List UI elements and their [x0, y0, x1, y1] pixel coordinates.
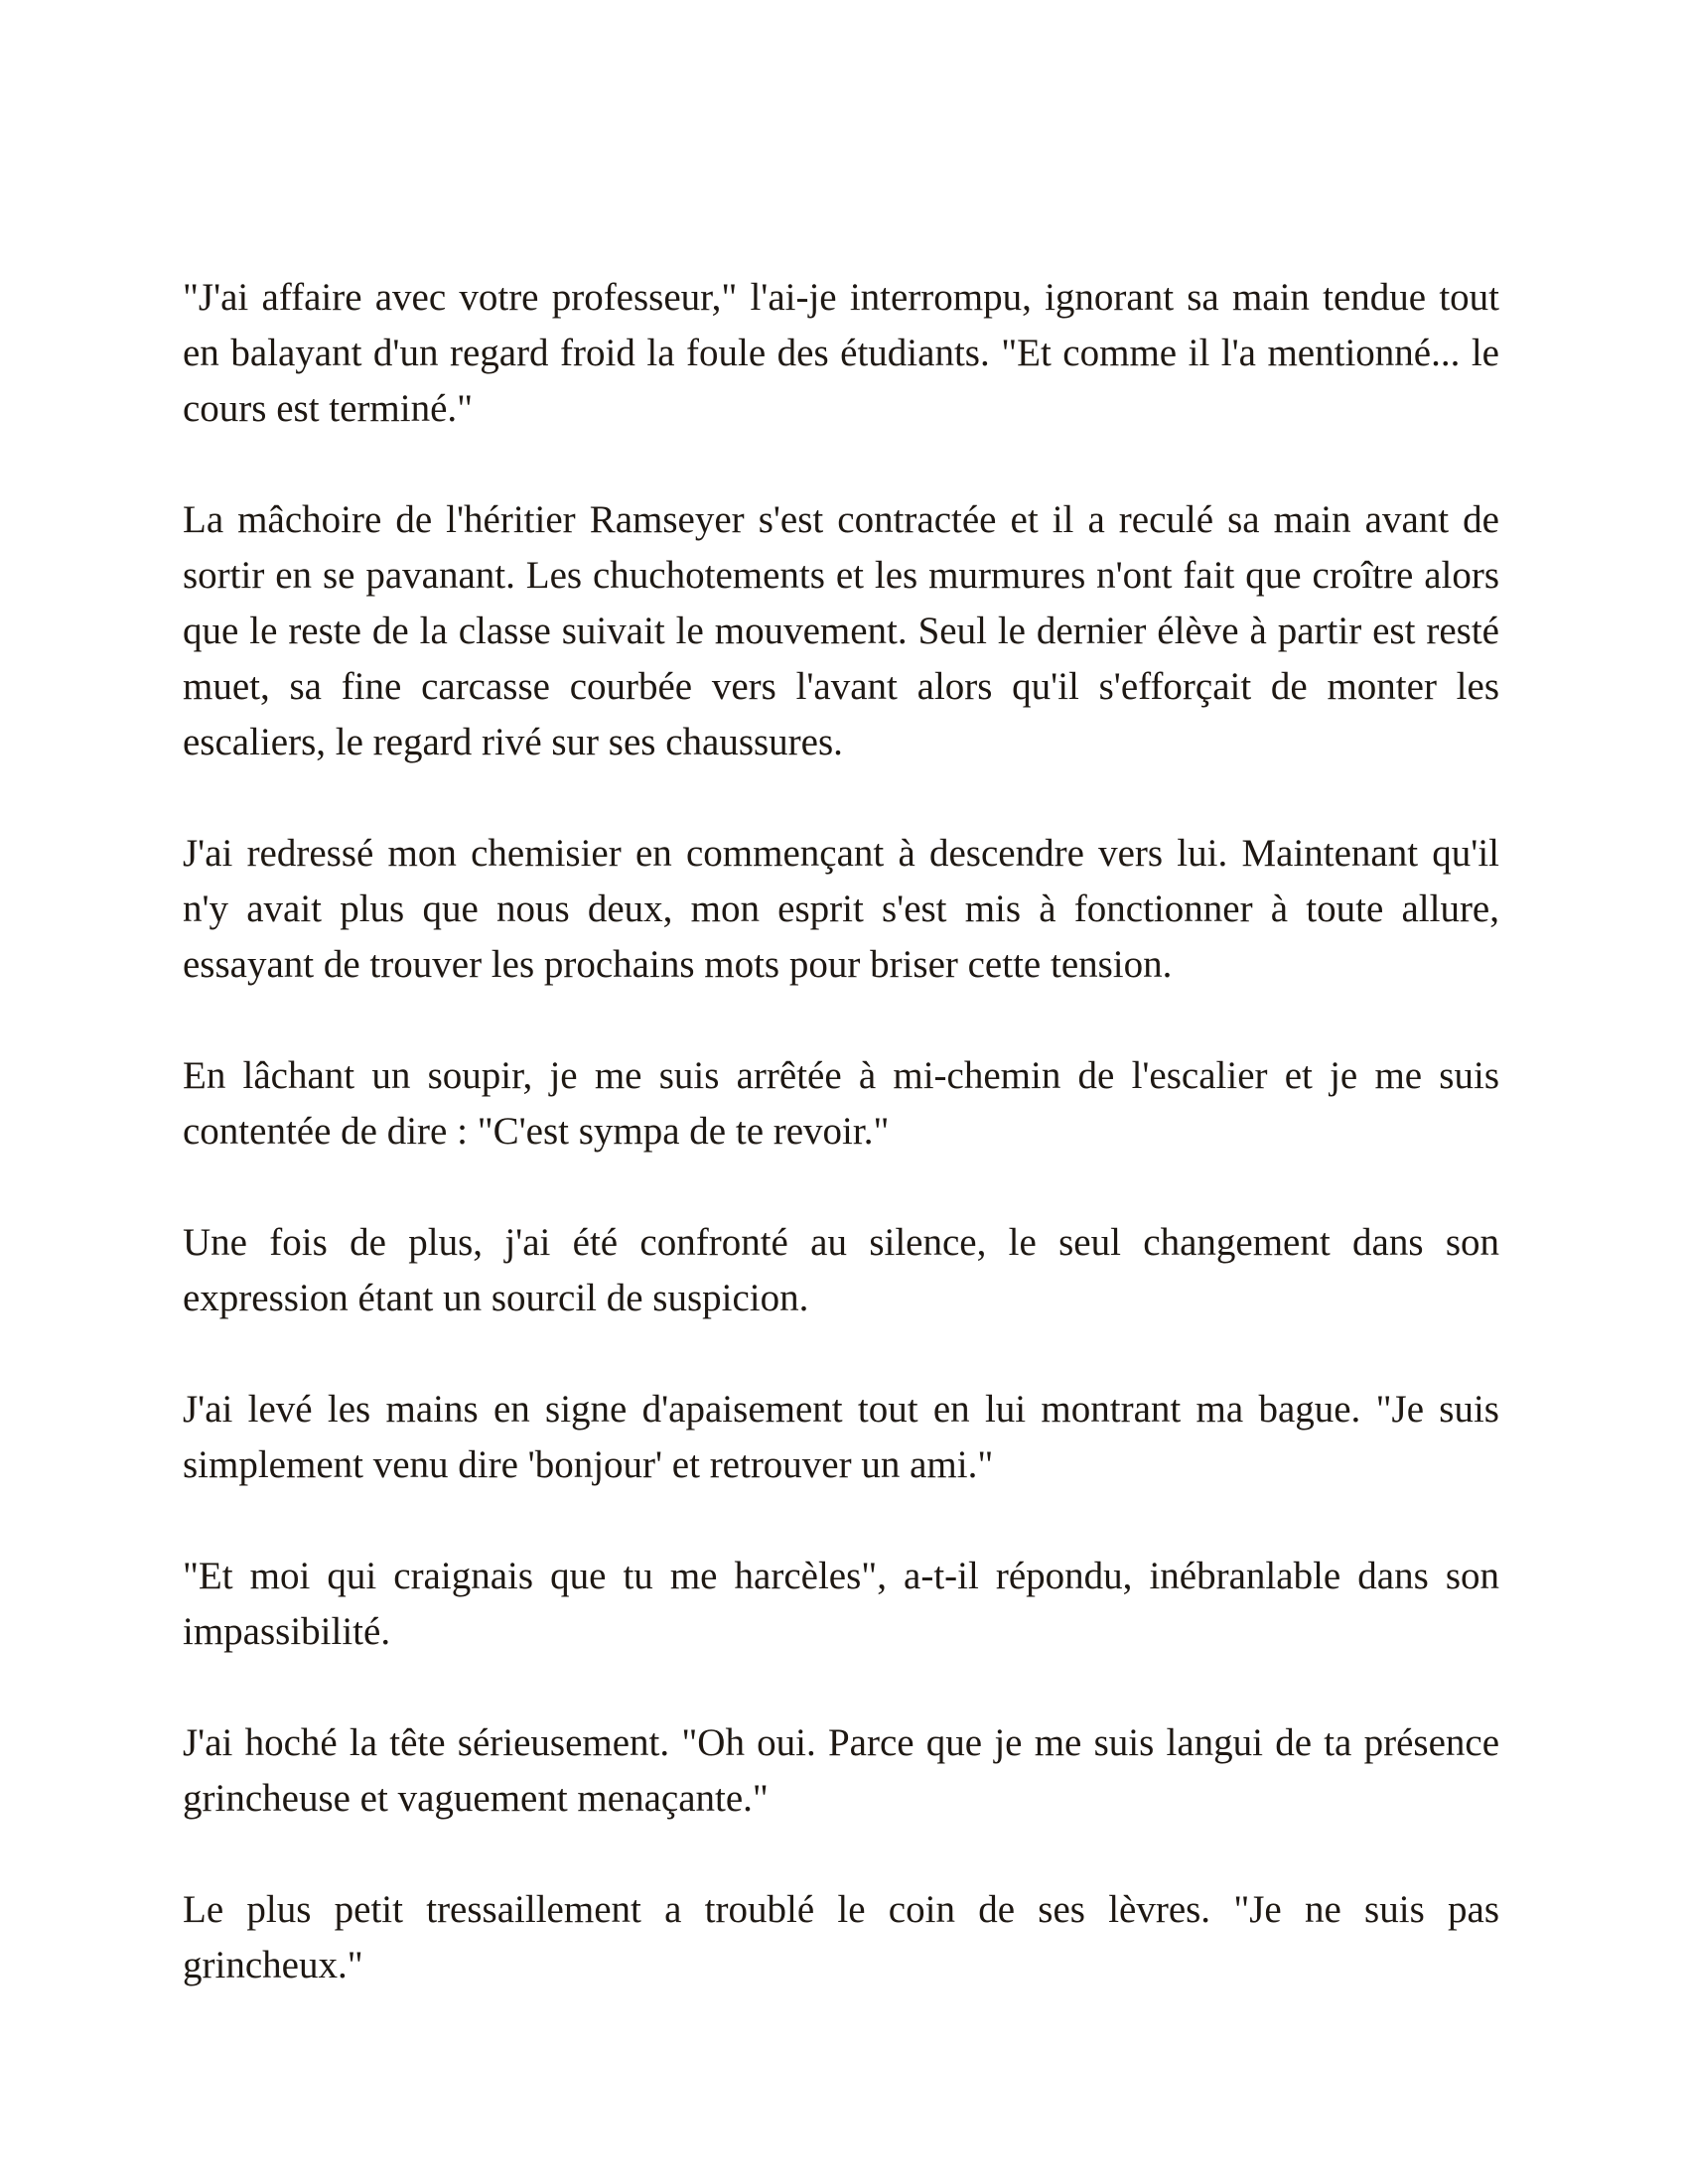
- paragraph-2: La mâchoire de l'héritier Ramseyer s'est contractée et il a reculé sa main avant de sortir en se pavanant. Les chuchotements et les murmures n'ont fait que croître alors que le reste de la classe suivait le mouvement. Seul le dernier élève à partir est resté muet, sa fine carcasse courbée vers l'avant alors qu'il s'efforçait de monter les escaliers, le regard rivé sur ses chaussures.: [183, 498, 1499, 763]
- paragraph-3: J'ai redressé mon chemisier en commençant à descendre vers lui. Maintenant qu'il n'y avait plus que nous deux, mon esprit s'est mis à fonctionner à toute allure, essayant de trouver les prochains mots pour briser cette tension.: [183, 832, 1499, 986]
- paragraph-6: J'ai levé les mains en signe d'apaisement tout en lui montrant ma bague. "Je suis simplement venu dire 'bonjour' et retrouver un ami.": [183, 1388, 1499, 1486]
- paragraph-7: "Et moi qui craignais que tu me harcèles", a-t-il répondu, inébranlable dans son impassibilité.: [183, 1555, 1499, 1653]
- paragraph-9: Le plus petit tressaillement a troublé le coin de ses lèvres. "Je ne suis pas grincheux.": [183, 1888, 1499, 1986]
- document-text-block: [183, 270, 1499, 1993]
- paragraph-1: "J'ai affaire avec votre professeur," l'ai-je interrompu, ignorant sa main tendue tout en balayant d'un regard froid la foule des étudiants. "Et comme il l'a mentionné... le cours est terminé.": [183, 276, 1499, 430]
- paragraph-5: Une fois de plus, j'ai été confronté au silence, le seul changement dans son expression étant un sourcil de suspicion.: [183, 1221, 1499, 1319]
- paragraph-4: En lâchant un soupir, je me suis arrêtée à mi-chemin de l'escalier et je me suis contentée de dire : "C'est sympa de te revoir.": [183, 1054, 1499, 1153]
- paragraph-8: J'ai hoché la tête sérieusement. "Oh oui. Parce que je me suis langui de ta présence grincheuse et vaguement menaçante.": [183, 1721, 1499, 1820]
